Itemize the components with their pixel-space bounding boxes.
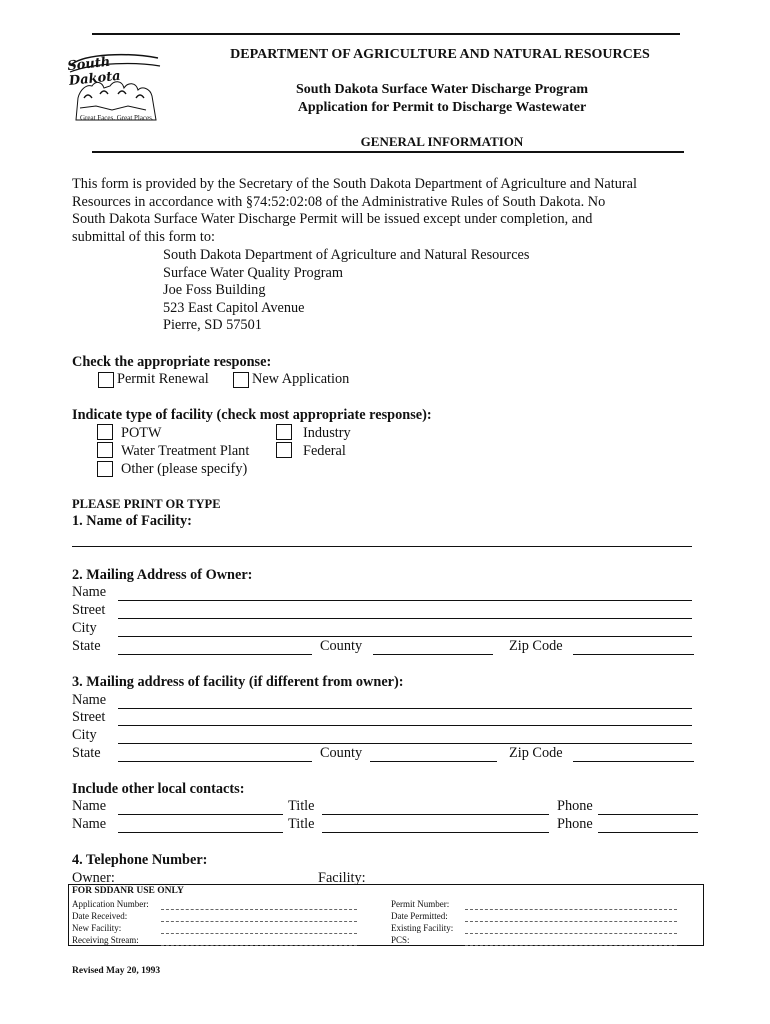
existing-facility-label: Existing Facility:: [391, 923, 454, 933]
contact1-title-label: Title: [288, 798, 315, 814]
logo-wordmark: South Dakota: [66, 54, 122, 90]
intro-paragraph: [72, 176, 712, 246]
receiving-stream-field[interactable]: [161, 945, 357, 946]
contact1-phone-field[interactable]: [598, 814, 698, 815]
facility-name-label: 1. Name of Facility:: [72, 513, 192, 529]
federal-label: Federal: [303, 443, 346, 459]
facility-type-heading: Indicate type of facility (check most appropriate response):: [72, 407, 432, 423]
date-received-field[interactable]: [161, 921, 357, 922]
contact1-phone-label: Phone: [557, 798, 593, 814]
header-bottom-rule: [92, 151, 684, 153]
intro-line: submittal of this form to:: [72, 228, 215, 245]
owner-name-field[interactable]: [118, 600, 692, 601]
print-note: PLEASE PRINT OR TYPE: [72, 497, 221, 511]
telephone-heading: 4. Telephone Number:: [72, 852, 208, 868]
department-title: DEPARTMENT OF AGRICULTURE AND NATURAL RESOURCES: [230, 47, 650, 62]
contact1-name-label: Name: [72, 798, 107, 814]
industry-label: Industry: [303, 425, 351, 441]
contact1-name-field[interactable]: [118, 814, 283, 815]
contacts-heading: Include other local contacts:: [72, 781, 245, 797]
owner-zip-label: Zip Code: [509, 638, 563, 654]
application-number-label: Application Number:: [72, 899, 149, 909]
section-title: GENERAL INFORMATION: [360, 134, 524, 149]
facility-phone-label: Facility:: [318, 870, 366, 886]
contact2-phone-field[interactable]: [598, 832, 698, 833]
contact2-title-label: Title: [288, 816, 315, 832]
new-application-checkbox[interactable]: [233, 372, 249, 388]
facility-zip-label: Zip Code: [509, 745, 563, 761]
owner-city-field[interactable]: [118, 636, 692, 637]
date-received-label: Date Received:: [72, 911, 128, 921]
owner-address-heading: 2. Mailing Address of Owner:: [72, 567, 253, 583]
permit-number-field[interactable]: [465, 909, 677, 910]
water-treatment-label: Water Treatment Plant: [121, 443, 250, 459]
office-use-heading: FOR SDDANR USE ONLY: [72, 886, 184, 896]
address-line: Surface Water Quality Program: [163, 264, 344, 281]
facility-state-field[interactable]: [118, 761, 312, 762]
south-dakota-logo: [66, 50, 166, 125]
other-label: Other (please specify): [121, 461, 248, 477]
permit-number-label: Permit Number:: [391, 899, 450, 909]
owner-county-field[interactable]: [373, 654, 493, 655]
facility-name-field[interactable]: [72, 546, 692, 547]
owner-phone-label: Owner:: [72, 870, 115, 886]
pcs-label: PCS:: [391, 935, 410, 945]
owner-city-label: City: [72, 620, 97, 636]
date-permitted-label: Date Permitted:: [391, 911, 448, 921]
industry-checkbox[interactable]: [276, 424, 292, 440]
facility-street-field[interactable]: [118, 725, 692, 726]
logo-tagline: Great Faces. Great Places.: [80, 114, 154, 122]
pcs-field[interactable]: [465, 945, 677, 946]
owner-zip-field[interactable]: [573, 654, 694, 655]
intro-line: This form is provided by the Secretary of the South Dakota Department of Agriculture and Natural: [72, 176, 637, 192]
facility-city-field[interactable]: [118, 743, 692, 744]
new-application-label: New Application: [252, 371, 350, 387]
intro-line: South Dakota Surface Water Discharge Permit will be issued except under completion, and: [72, 211, 593, 227]
intro-line: Resources in accordance with §74:52:02:08 of the Administrative Rules of South Dakota. No: [72, 193, 606, 210]
office-use-box: [68, 884, 704, 946]
program-title: South Dakota Surface Water Discharge Program: [295, 82, 589, 97]
facility-zip-field[interactable]: [573, 761, 694, 762]
potw-checkbox[interactable]: [97, 424, 113, 440]
other-checkbox[interactable]: [97, 461, 113, 477]
facility-name-row-label: Name: [72, 692, 107, 708]
contact2-name-label: Name: [72, 816, 107, 832]
permit-renewal-label: Permit Renewal: [117, 371, 209, 387]
potw-label: POTW: [121, 425, 162, 441]
header-top-rule: [92, 33, 680, 35]
response-heading: Check the appropriate response:: [72, 354, 272, 370]
contact2-name-field[interactable]: [118, 832, 283, 833]
contact1-title-field[interactable]: [322, 814, 549, 815]
owner-state-label: State: [72, 638, 101, 654]
owner-county-label: County: [320, 638, 363, 654]
contact2-phone-label: Phone: [557, 816, 593, 832]
facility-address-heading: 3. Mailing address of facility (if different from owner):: [72, 674, 404, 690]
application-number-field[interactable]: [161, 909, 357, 910]
receiving-stream-label: Receiving Stream:: [72, 935, 139, 945]
revised-date: Revised May 20, 1993: [72, 966, 161, 976]
address-line: 523 East Capitol Avenue: [163, 299, 305, 316]
facility-county-label: County: [320, 745, 363, 761]
address-line: South Dakota Department of Agriculture and Natural Resources: [163, 247, 530, 263]
address-line: Joe Foss Building: [163, 282, 266, 298]
owner-street-field[interactable]: [118, 618, 692, 619]
contact2-title-field[interactable]: [322, 832, 549, 833]
owner-street-label: Street: [72, 602, 106, 618]
owner-name-label: Name: [72, 584, 107, 600]
federal-checkbox[interactable]: [276, 442, 292, 458]
existing-facility-field[interactable]: [465, 933, 677, 934]
mailing-address-block: [163, 247, 529, 335]
new-facility-label: New Facility:: [72, 923, 122, 933]
date-permitted-field[interactable]: [465, 921, 677, 922]
permit-renewal-checkbox[interactable]: [98, 372, 114, 388]
application-title: Application for Permit to Discharge Wastewater: [297, 100, 587, 115]
facility-city-label: City: [72, 727, 97, 743]
address-line: Pierre, SD 57501: [163, 317, 262, 333]
new-facility-field[interactable]: [161, 933, 357, 934]
facility-state-label: State: [72, 745, 101, 761]
water-treatment-checkbox[interactable]: [97, 442, 113, 458]
owner-state-field[interactable]: [118, 654, 312, 655]
facility-addr-name-field[interactable]: [118, 708, 692, 709]
facility-county-field[interactable]: [370, 761, 497, 762]
facility-street-label: Street: [72, 709, 106, 725]
